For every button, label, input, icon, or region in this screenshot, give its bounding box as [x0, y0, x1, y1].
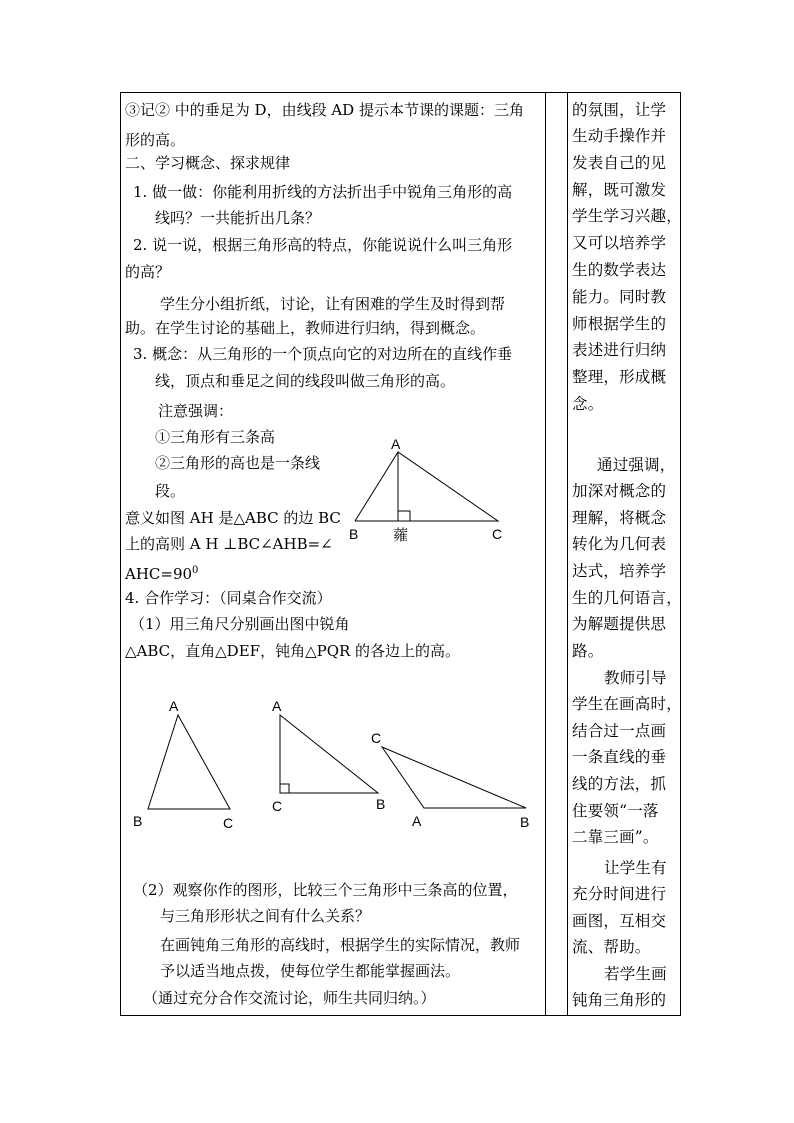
label-a: A	[272, 698, 282, 714]
note-line: 转化为几何表	[572, 535, 667, 553]
lesson-table	[120, 92, 681, 1016]
main-line: 线吗？一共能折出几条？	[155, 209, 321, 227]
main-line: （通过充分合作交流讨论，师生共同归纳。）	[143, 989, 436, 1007]
main-line: 2. 说一说，根据三角形高的特点，你能说说什么叫三角形	[133, 236, 513, 254]
main-line: 意义如图 AH 是△ABC 的边 BC	[125, 509, 341, 527]
note-line: 住要领“一落	[572, 802, 659, 820]
main-line: △ABC，直角△DEF，钝角△PQR 的各边上的高。	[125, 642, 461, 660]
main-line: 1. 做一做：你能利用折线的方法折出手中锐角三角形的高	[133, 183, 513, 201]
note-line: 的氛围，让学	[572, 101, 667, 119]
note-line: 学生在画高时，	[572, 695, 682, 713]
column-divider	[567, 93, 568, 1015]
note-line: 让学生有	[604, 859, 667, 877]
note-line: 路。	[572, 642, 604, 660]
label-c: C	[492, 526, 503, 542]
main-line: 与三角形形状之间有什么关系？	[160, 907, 371, 925]
label-b: B	[520, 814, 530, 830]
note-line: 学生学习兴趣，	[572, 207, 682, 225]
note-line: 又可以培养学	[572, 234, 667, 252]
note-line: 若学生画	[604, 965, 667, 983]
main-line: 的高？	[125, 263, 171, 281]
note-line: 生的数学表达	[572, 261, 667, 279]
note-line: 整理，形成概	[572, 368, 667, 386]
note-line: 生动手操作并	[572, 127, 667, 145]
note-line: 生的几何语言，	[572, 589, 682, 607]
note-line: 一条直线的垂	[572, 748, 667, 766]
note-line: 为解题提供思	[572, 615, 667, 633]
note-line: 钝角三角形的	[572, 991, 667, 1009]
note-line: 通过强调，	[597, 456, 676, 474]
triangle-obtuse	[382, 747, 526, 808]
label-b: B	[376, 796, 386, 812]
main-line: $AHC=90^0$	[125, 565, 199, 583]
main-line: 学生分小组折纸，讨论，让有困难的学生及时得到帮	[160, 295, 506, 313]
main-line: （1）用三角尺分别画出图中锐角	[130, 615, 350, 633]
altitude-diagram	[340, 432, 520, 547]
label-foot: 蕹	[393, 527, 409, 544]
note-line: 充分时间进行	[572, 885, 667, 903]
triangle-right	[280, 715, 378, 793]
main-line: 3. 概念：从三角形的一个顶点向它的对边所在的直线作垂	[133, 345, 513, 363]
label-c: C	[272, 798, 283, 814]
label-c: C	[371, 730, 382, 746]
note-line: 师根据学生的	[572, 315, 667, 333]
obtuse-triangle-diagram	[366, 726, 536, 831]
main-line: （2）观察你作的图形，比较三个三角形中三条高的位置，	[133, 881, 518, 899]
main-line: 注意强调：	[158, 402, 234, 420]
label-c: C	[223, 815, 234, 831]
main-line: ①三角形有三条高	[155, 428, 276, 446]
note-line: 二靠三画”。	[572, 828, 659, 846]
triangle-abc	[355, 452, 498, 521]
main-line: 形的高。	[125, 131, 186, 149]
section-heading: 二、学习概念、探求规律	[125, 154, 291, 172]
note-line: 理解，将概念	[572, 509, 667, 527]
main-line: 线，顶点和垂足之间的线段叫做三角形的高。	[155, 372, 456, 390]
main-line: 助。在学生讨论的基础上，教师进行归纳，得到概念。	[125, 319, 486, 337]
note-line: 教师引导	[604, 669, 667, 687]
main-line: ②三角形的高也是一条线	[155, 454, 321, 472]
note-line: 表述进行归纳	[572, 341, 667, 359]
main-line: 段。	[155, 482, 186, 500]
label-a: A	[169, 698, 179, 714]
label-b: B	[349, 526, 359, 542]
main-line: 上的高则 A H ⊥BC∠AHB=∠	[125, 535, 333, 553]
triangle-acute	[148, 715, 230, 809]
note-line: 念。	[572, 395, 604, 413]
note-line: 画图，互相交	[572, 912, 667, 930]
note-line: 发表自己的见	[572, 154, 667, 172]
main-line: 予以适当地点拨，使每位学生都能掌握画法。	[160, 962, 461, 980]
degree-superscript: 0	[192, 565, 199, 576]
right-angle-mark	[398, 511, 410, 521]
note-line: 能力。同时教	[572, 288, 667, 306]
note-line: 解，既可激发	[572, 181, 667, 199]
note-line: 线的方法，抓	[572, 775, 667, 793]
main-line: 4. 合作学习：（同桌合作交流）	[125, 589, 332, 607]
note-line: 流、帮助。	[572, 938, 651, 956]
note-line: 达式，培养学	[572, 562, 667, 580]
note-line: 加深对概念的	[572, 482, 667, 500]
main-line: ③记② 中的垂足为 D，由线段 AD 提示本节课的课题：三角	[125, 101, 524, 119]
right-angle-mark	[280, 784, 289, 793]
main-line: 在画钝角三角形的高线时，根据学生的实际情况，教师	[160, 936, 521, 954]
column-divider	[545, 93, 546, 1015]
note-line: 结合过一点画	[572, 722, 667, 740]
acute-triangle-diagram	[128, 695, 243, 835]
label-b: B	[133, 813, 143, 829]
label-a: A	[391, 436, 401, 452]
label-a: A	[412, 813, 422, 829]
